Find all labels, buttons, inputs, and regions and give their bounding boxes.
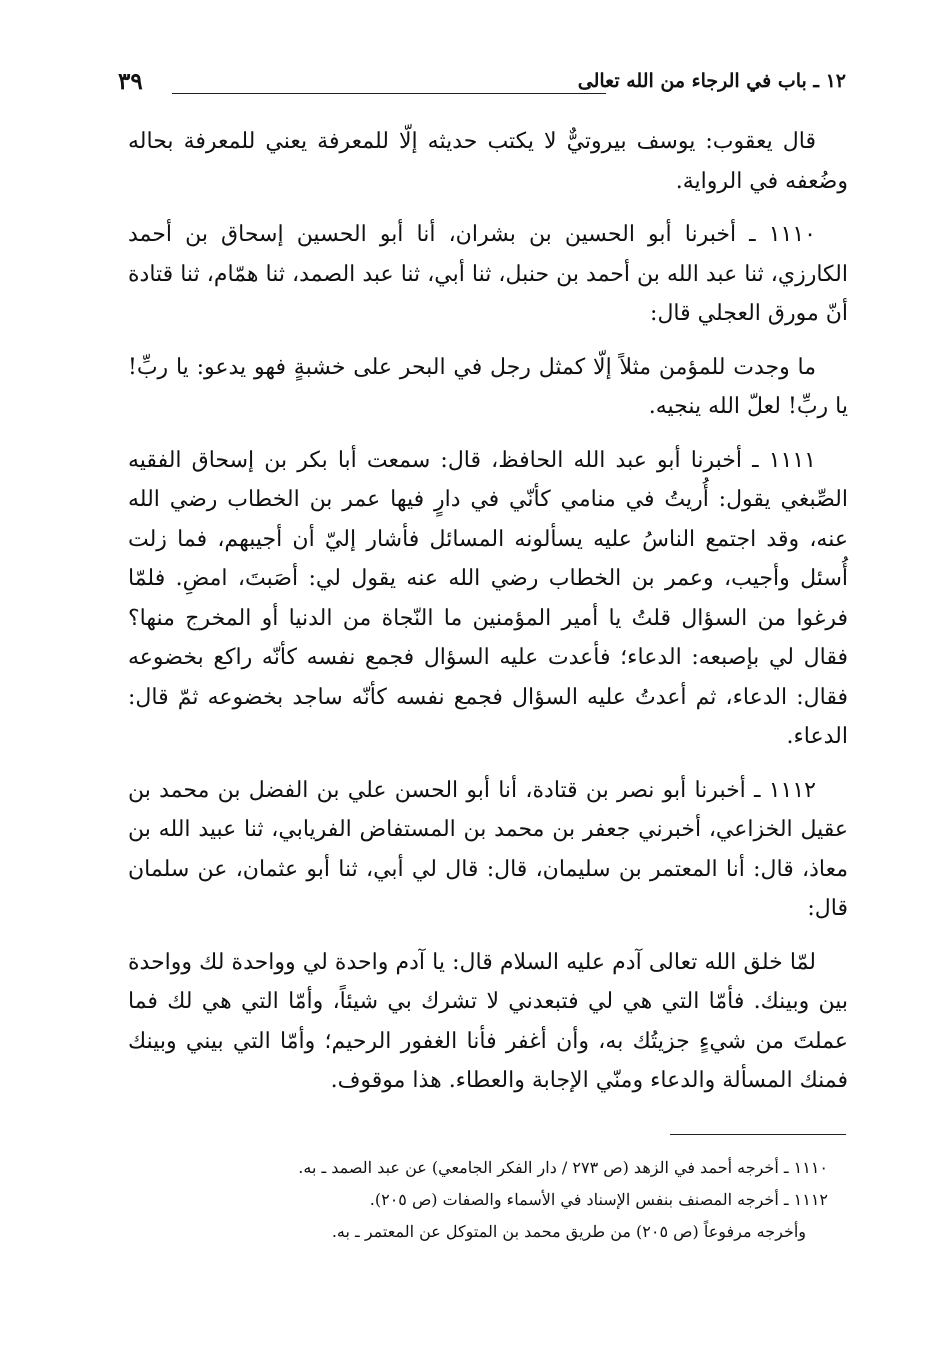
footnotes xyxy=(128,1152,846,1248)
paragraph-hadith-1112-text: لمّا خلق الله تعالى آدم عليه السلام قال: يا آدم واحدة لي وواحدة لك وواحدة بين وبينك. فأمّا التي هي لي فتبعدني لا تشرك بي شيئاً، وأمّا التي هي لك فما عملتَ من شيءٍ جزيتُك به، وأن أغفر فأنا الغفور الرحيم؛ وأمّا التي بيني وبينك فمنك المسألة والدعاء ومنّي الإجابة والعطاء. هذا موقوف. xyxy=(128,949,848,1093)
running-header xyxy=(118,66,846,106)
page-number: ٣٩ xyxy=(118,68,143,95)
footnote-1112-continued: وأخرجه مرفوعاً (ص ٢٠٥) من طريق محمد بن المتوكل عن المعتمر ـ به. xyxy=(331,1222,806,1241)
paragraph-hadith-1112-isnad: ١١١٢ ـ أخبرنا أبو نصر بن قتادة، أنا أبو الحسن علي بن الفضل بن محمد بن عقيل الخزاعي، أخبرني جعفر بن محمد بن المستفاض الفريابي، ثنا عبيد الله بن معاذ، قال: أنا المعتمر بن سليمان، قال: قال لي أبي، ثنا أبو عثمان، عن سلمان قال: xyxy=(128,777,848,921)
paragraph-yaqub-note: قال يعقوب: يوسف بيروتيٌّ لا يكتب حديثه إلّا للمعرفة يعني للمعرفة بحاله وضُعفه في الرواية. xyxy=(128,129,848,194)
header-rule xyxy=(172,93,606,94)
paragraph-hadith-1111: ١١١١ ـ أخبرنا أبو عبد الله الحافظ، قال: سمعت أبا بكر بن إسحاق الفقيه الصِّبغي يقول: أُريتُ في منامي كأنّي في دارٍ فيها عمر بن الخطاب رضي الله عنه، وقد اجتمع الناسُ عليه يسألونه المسائل فأشار إليّ أن أجيبهم، فما زلت أُسئل وأجيب، وعمر بن الخطاب رضي الله عنه يقول لي: أصَبتَ، امضِ. فلمّا فرغوا من السؤال قلتُ يا أمير المؤمنين ما النّجاة من الدنيا أو المخرج منها؟ فقال لي بإصبعه: الدعاء؛ فأعدت عليه السؤال فجمع نفسه كأنّه راكع بخضوعه فقال: الدعاء، ثم أعدتُ عليه السؤال فجمع نفسه كأنّه ساجد بخضوعه ثمّ قال: الدعاء. xyxy=(128,447,848,749)
paragraph-hadith-1110-text: ما وجدت للمؤمن مثلاً إلّا كمثل رجل في البحر على خشبةٍ فهو يدعو: يا ربِّ! يا ربِّ! لعلّ الله ينجيه. xyxy=(128,354,848,419)
footnote-separator xyxy=(670,1134,846,1135)
footnote-1112: ١١١٢ ـ أخرجه المصنف بنفس الإسناد في الأسماء والصفات (ص ٢٠٥). xyxy=(369,1190,828,1209)
chapter-title: ١٢ ـ باب في الرجاء من الله تعالى xyxy=(577,70,846,92)
footnote-1110: ١١١٠ ـ أخرجه أحمد في الزهد (ص ٢٧٣ / دار الفكر الجامعي) عن عبد الصمد ـ به. xyxy=(298,1158,828,1177)
paragraph-hadith-1110-isnad: ١١١٠ ـ أخبرنا أبو الحسين بن بشران، أنا أبو الحسين إسحاق بن أحمد الكارزي، ثنا عبد الله بن أحمد بن حنبل، ثنا أبي، ثنا عبد الصمد، ثنا همّام، ثنا قتادة أنّ مورق العجلي قال: xyxy=(128,222,848,326)
main-text xyxy=(128,122,848,1115)
